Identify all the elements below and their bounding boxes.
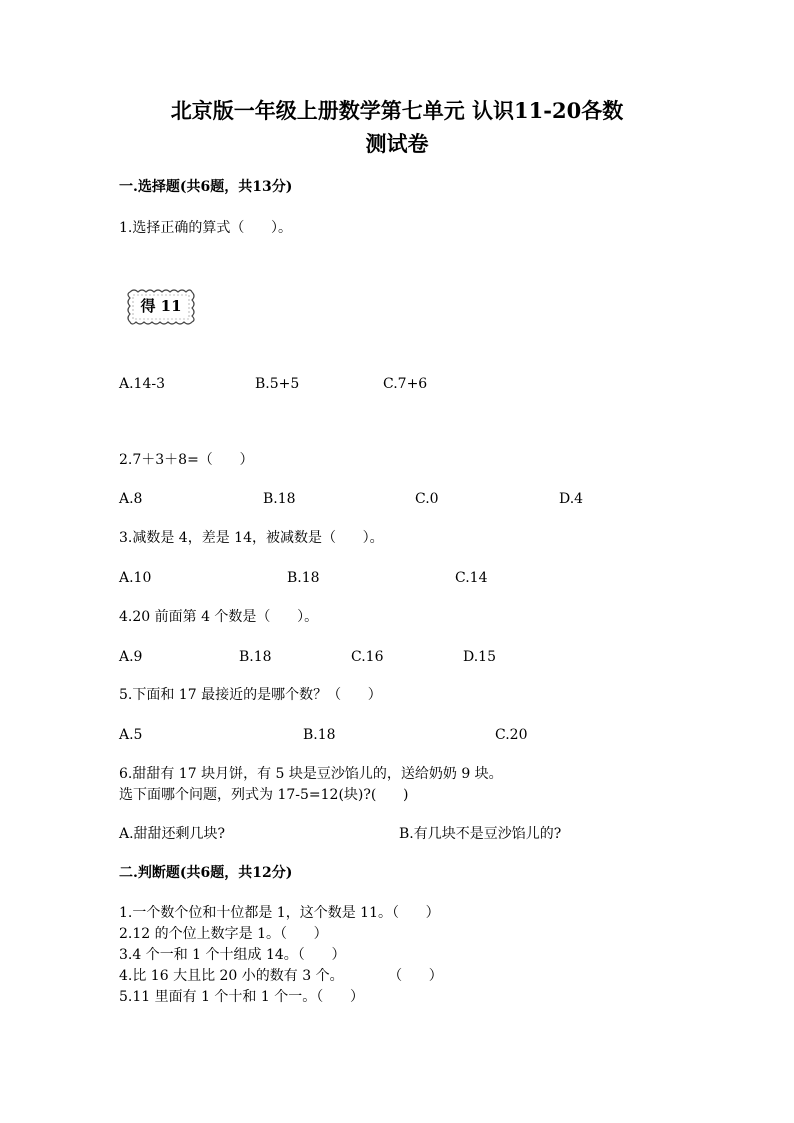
q4-option-c[interactable]: C.16 (351, 649, 384, 665)
q5-option-a[interactable]: A.5 (119, 727, 143, 743)
q5-option-c[interactable]: C.20 (495, 727, 528, 743)
judge-item-1: 1.一个数个位和十位都是 1，这个数是 11。（ ） (119, 905, 440, 921)
q2-stem: 2.7＋3＋8=（ ） (119, 452, 254, 468)
section2-heading: 二.判断题(共6题，共12分) (119, 865, 293, 881)
badge-text: 得 11 (140, 297, 182, 315)
judge-item-2: 2.12 的个位上数字是 1。（ ） (119, 926, 328, 942)
exam-title-line2: 测试卷 (365, 131, 429, 156)
q6-stem-line2: 选下面哪个问题，列式为 17-5=12(块)?( ) (119, 787, 409, 803)
q3-stem: 3.减数是 4，差是 14，被减数是（ ）。 (119, 530, 384, 546)
q1-option-b[interactable]: B.5+5 (255, 376, 300, 392)
q2-option-c[interactable]: C.0 (415, 491, 439, 507)
q1-decorative-badge (124, 286, 198, 326)
q6-option-b[interactable]: B.有几块不是豆沙馅儿的? (399, 826, 562, 842)
q4-stem: 4.20 前面第 4 个数是（ ）。 (119, 609, 319, 625)
q4-option-a[interactable]: A.9 (119, 649, 143, 665)
q5-stem: 5.下面和 17 最接近的是哪个数？（ ） (119, 687, 382, 703)
q1-option-a[interactable]: A.14-3 (119, 376, 166, 392)
q4-option-b[interactable]: B.18 (239, 649, 272, 665)
q1-option-c[interactable]: C.7+6 (383, 376, 428, 392)
q3-option-a[interactable]: A.10 (119, 570, 152, 586)
exam-title-line1: 北京版一年级上册数学第七单元 认识11-20各数 (170, 98, 624, 123)
judge-item-4: 4.比 16 大且比 20 小的数有 3 个。 （ ） (119, 968, 443, 984)
judge-item-5: 5.11 里面有 1 个十和 1 个一。（ ） (119, 989, 364, 1005)
q4-option-d[interactable]: D.15 (463, 649, 496, 665)
q5-option-b[interactable]: B.18 (303, 727, 336, 743)
judge-item-3: 3.4 个一和 1 个十组成 14。（ ） (119, 947, 346, 963)
section1-heading: 一.选择题(共6题，共13分) (119, 179, 293, 195)
q1-stem: 1.选择正确的算式（ ）。 (119, 220, 293, 236)
q2-option-a[interactable]: A.8 (119, 491, 143, 507)
q2-option-b[interactable]: B.18 (263, 491, 296, 507)
q3-option-c[interactable]: C.14 (455, 570, 488, 586)
q3-option-b[interactable]: B.18 (287, 570, 320, 586)
q6-stem-line1: 6.甜甜有 17 块月饼，有 5 块是豆沙馅儿的，送给奶奶 9 块。 (119, 766, 503, 782)
q6-option-a[interactable]: A.甜甜还剩几块? (119, 826, 226, 842)
q2-option-d[interactable]: D.4 (559, 491, 584, 507)
